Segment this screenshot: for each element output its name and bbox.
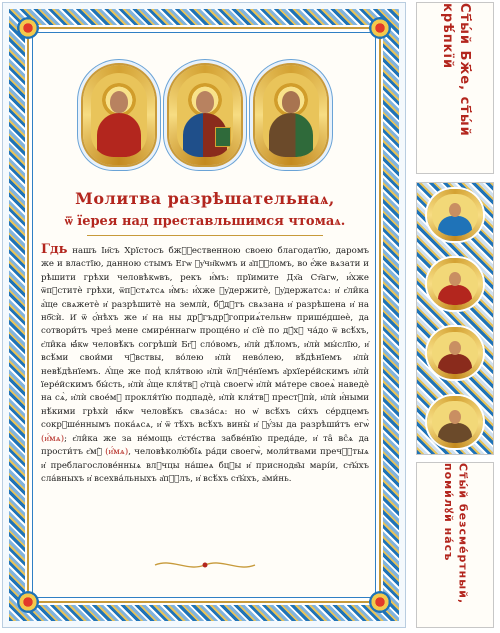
prayer-subtitle: ѿ їерея над преставльшимся чтомаѧ. [64,214,346,229]
strip-top-panel [416,2,494,174]
strip-icons-column [416,182,494,455]
christ-pantocrator-icon [169,65,241,165]
theotokos-icon [83,65,155,165]
corner-ornament-icon [17,17,39,39]
corner-ornament-icon [369,17,391,39]
prayer-text [41,243,369,486]
prayer-paragraph-2: ; є҆ли̑ка же за не́мощь є҆сте́ства забве́нїю преда́де, и҆ та̑ вс̑ѧ да прости́тъ є҆мꙋ̀ [41,433,369,458]
title-divider [87,235,323,236]
side-strip [412,2,498,628]
prayer-paragraph-3: , человѣколю́бїѧ ра́ди своегѡ̀, моли́твами пречⷭ҇тыѧ и҆ преблагослове́нныѧ влⷣчцы на́шеѧ бцⷣы и҆ приснодв҃ы марі́и, ст҃ы́хъ сла́вныхъ и҆ всехва́льныхъ а҆пⷭ҇лъ, и҆ всѣ́хъ ст҃ы́хъ, а҆ми́нь. [41,447,369,484]
strip-bottom-text: Ст҃ы́й безсме́ртный, поми́лꙋй на́съ [442,463,470,605]
name-placeholder-2: (и҆́мѧ) [105,447,129,458]
strip-bottom-panel [416,462,494,628]
prayer-sheet [2,2,406,628]
flourish-ornament-icon [153,558,257,572]
saint-icon [427,258,483,310]
corner-ornament-icon [369,591,391,613]
corner-ornament-icon [17,591,39,613]
saint-icon [427,327,483,379]
prayer-initial: Гдь [41,242,68,257]
saint-icon [427,396,483,448]
prayer-title: Молитва разрѣшательнаѧ, [75,189,335,208]
prayer-paragraph-1: нашъ Іи҃съ Хрїстосъ бжⷭ҇ественною своею благодатїю, даромъ же и властїю, данною стымъ Егѡ ᲂу҆чн҃кѡмъ и а҆пⷭ҇ломъ, во е҆́же вѧзати и рѣшити грѣхи человѣкѡвъ, рекъ и҆́мъ: прїимите Дх҃а Ст҃агѡ, и҆́хже ѿпꙋститѐ грѣхи, ѿпꙋстѧтсѧ и҆́мъ: и҆́хже ᲂу҆держитѐ, ᲂу҆держатсѧ: и҆ є҆ли̑ка а҆́ще свѧжетѐ и҆ разрѣшитѐ на землѝ, бꙋ́дꙋтъ свѧзана и҆ разрѣшена и҆ на нб҃сѝ. И҆ ѿ ѻ҆́нѣхъ же и҆ на ны дрꙋ́гъдрꙋ́гоприѧ́тельнѡ прише́дшеѐ, да сотвори́тъ чрез̾ мене смире́ннагѡ проще́но и҆ сїѐ по дꙋ́хꙋ ча́до ѿ всѣ́хъ, є҆ли̑ка ꙗ҆́кѡ человѣ́къ согрѣшѝ Бг҃ꙋ сло́вомъ, и҆лѝ дѣ́ломъ, и҆лѝ мы́слїю, и҆ всѣ́ми свои́ми чꙋ́вствы, во́лею и҆лѝ нево́лею, вѣ́дѣнїемъ и҆лѝ невѣ́дѣнїемъ. А҆́ще же под̾ кля́твою и҆лѝ ѿлꙋче́нїемъ а҆рхїере́йскимъ и҆лѝ їере́йскимъ бы́сть, и҆лѝ а҆́ще кля́твꙋ ѻ҆тца̀ своегѡ̀ и҆лѝ ма́тере своеѧ̀ наведѐ на сѧ̀, и҆лѝ свое́мꙋ прокля́тїю подпадѐ, и҆лѝ кля́твꙋ престꙋпѝ, и҆лѝ и҆́ными нѣ́кими грѣхѝ ꙗ҆́кѡ человѣ́къ свѧза́сѧ: но ѡ҆ всѣ́хъ си́хъ се́рдцемъ сокрꙋше́ннымъ пока́ѧсѧ, и҆ ѿ тѣ́хъ всѣ́хъ вины̀ и҆ ᲂу҆́зы да разрѣши́тъ егѡ̀ [41,246,369,431]
john-baptist-icon [255,65,327,165]
icons-row [83,65,327,175]
name-placeholder-1: (и҆́мѧ) [41,433,65,444]
saint-icon [427,189,483,241]
strip-top-text: Ст҃ы́й Бж҃е, ст҃ы́й крѣ́пкїй [440,3,472,137]
